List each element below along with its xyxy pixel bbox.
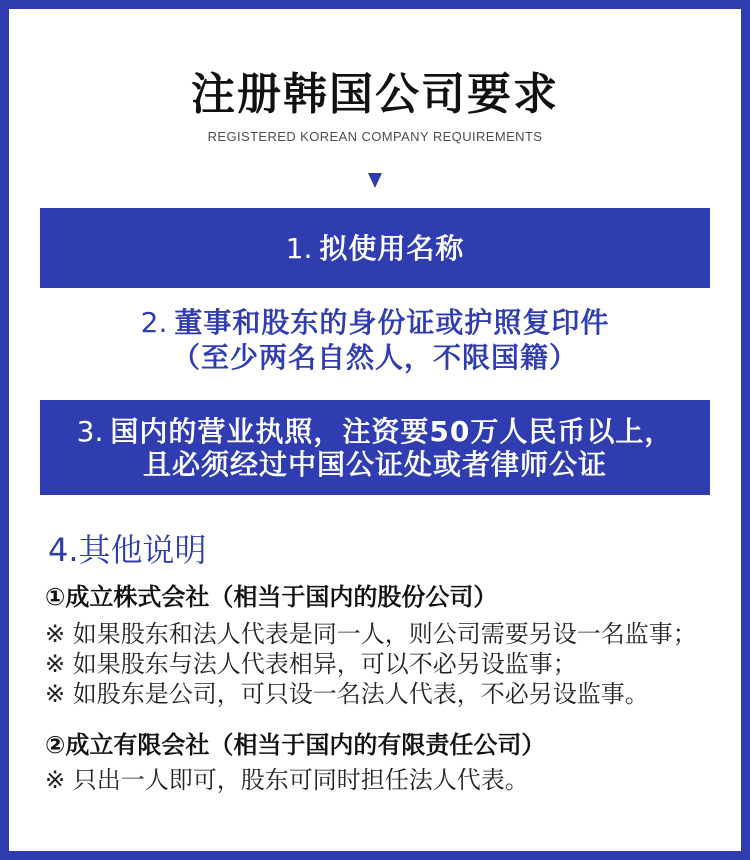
requirement-2-text: 董事和股东的身份证或护照复印件 [174,306,610,339]
note-item: ※ 如股东是公司，可只设一名法人代表，不必另设监事。 [45,680,649,708]
requirement-2-note: （至少两名自然人，不限国籍） [171,341,578,374]
requirement-3-band [40,400,710,495]
down-triangle-icon [368,173,382,188]
other-notes-heading: 4.其他说明 [48,531,207,569]
section-kabushiki-kaisha [45,582,697,709]
requirement-1-line [286,232,465,265]
requirement-1-text: 拟使用名称 [319,231,465,265]
note-item: ※ 如果股东和法人代表是同一人，则公司需要另设一名监事； [45,620,697,648]
page-title: 注册韩国公司要求 [191,69,559,120]
section-title: ②成立有限会社（相当于国内的有限责任公司） [45,731,546,759]
requirement-3-number: 3. [76,414,104,448]
requirement-1-band [40,208,710,288]
requirement-3-text: 国内的营业执照，注资要50万人民币以上， [110,414,674,448]
requirement-3-line-2: 且必须经过中国公证处或者律师公证 [142,447,607,481]
note-item: ※ 如果股东与法人代表相异，可以不必另设监事； [45,650,577,678]
section-yugen-kaisha [45,730,545,795]
section-title: ①成立株式会社（相当于国内的股份公司） [45,583,498,611]
requirement-3-line [77,415,674,448]
note-item: ※ 只出一人即可，股东可同时担任法人代表。 [45,766,529,794]
page-subtitle: REGISTERED KOREAN COMPANY REQUIREMENTS [207,129,543,144]
requirement-2-number: 2. [140,306,168,339]
requirement-1-number: 1. [285,231,313,265]
requirement-2-block [40,305,710,375]
requirement-2-line [141,305,610,340]
